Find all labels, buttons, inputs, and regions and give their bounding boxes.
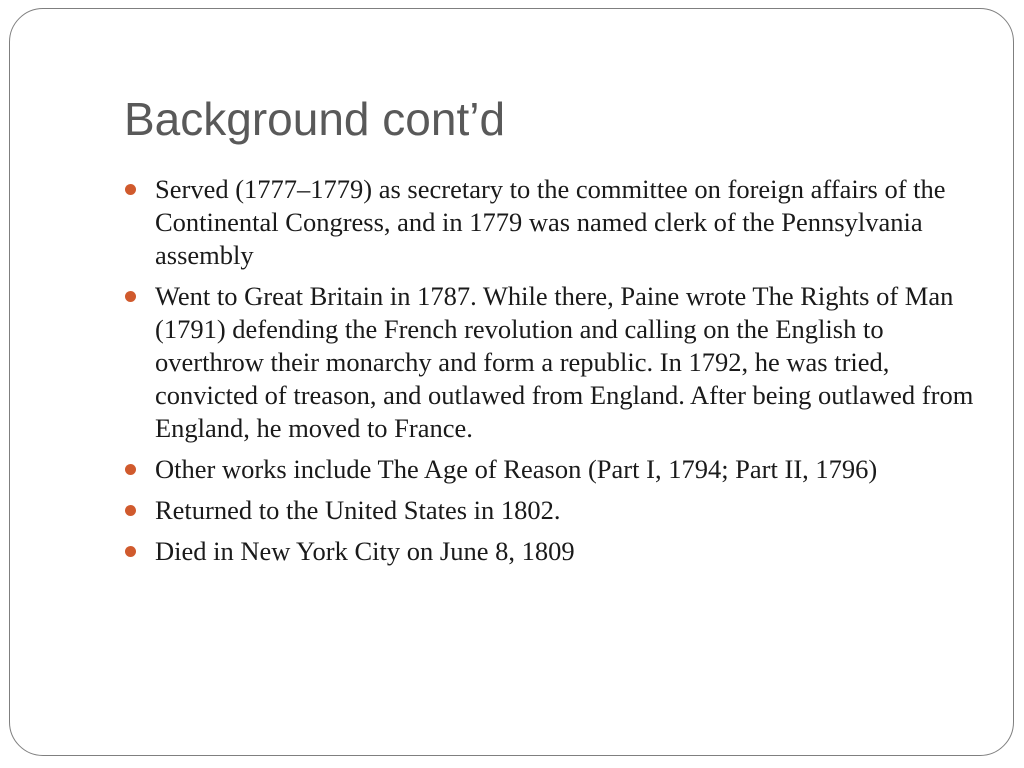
slide-frame <box>9 8 1014 756</box>
bullet-text: Went to Great Britain in 1787. While there, Paine wrote The Rights of Man (1791) defending the French revolution and calling on the English to overthrow their monarchy and form a republic. In 1792, he was tried, convicted of treason, and outlawed from England. After being outlawed from England, he moved to France. <box>155 281 974 443</box>
bullet-dot-icon <box>125 505 136 516</box>
slide-title: Background cont’d <box>124 93 506 145</box>
bullet-dot-icon <box>125 546 136 557</box>
bullet-dot-icon <box>125 184 136 195</box>
bullet-item <box>155 494 985 527</box>
bullet-text: Other works include The Age of Reason (Part I, 1794; Part II, 1796) <box>155 454 878 484</box>
bullet-text: Died in New York City on June 8, 1809 <box>155 536 575 566</box>
bullet-dot-icon <box>125 291 136 302</box>
bullet-text: Returned to the United States in 1802. <box>155 495 561 525</box>
bullet-item <box>155 280 985 445</box>
bullet-list <box>155 173 985 576</box>
bullet-item <box>155 453 985 486</box>
bullet-item <box>155 535 985 568</box>
bullet-dot-icon <box>125 464 136 475</box>
bullet-item <box>155 173 985 272</box>
bullet-text: Served (1777–1779) as secretary to the committee on foreign affairs of the Continental Congress, and in 1779 was named clerk of the Pennsylvania assembly <box>155 174 946 270</box>
